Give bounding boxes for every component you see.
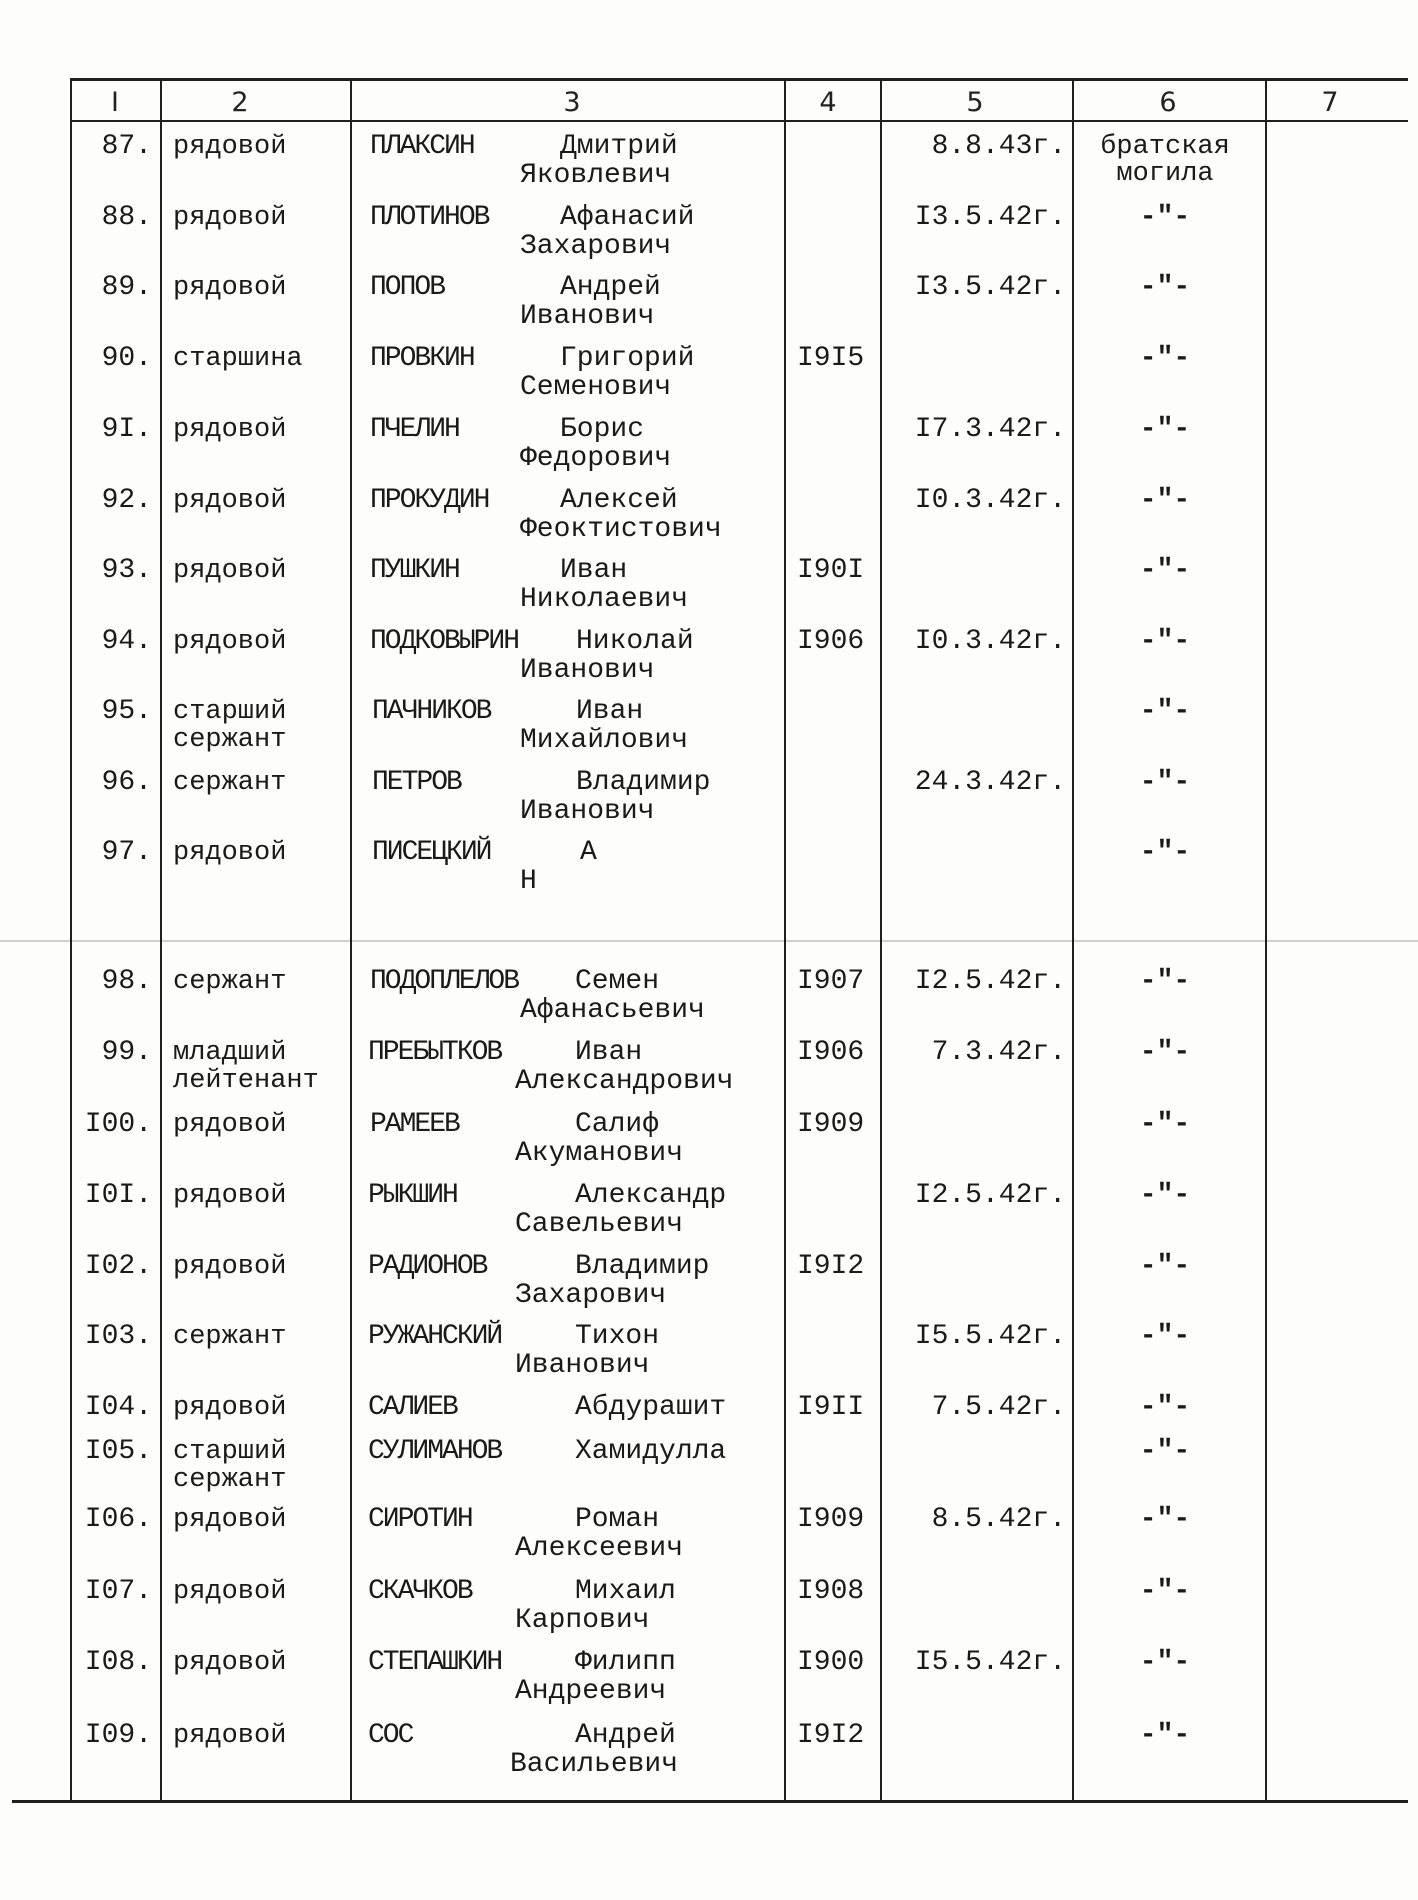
row-number: I00. <box>84 1109 152 1140</box>
given-name-cell: Андрей <box>575 1720 676 1751</box>
row-number: I04. <box>84 1392 152 1423</box>
death-date-cell: I3.5.42г. <box>914 272 1066 303</box>
surname-cell: ПУШКИН <box>370 555 459 586</box>
column-divider-4 <box>784 78 786 1802</box>
birth-year-cell: I907 <box>797 966 865 997</box>
rank-cell: рядовой <box>173 132 287 162</box>
death-date-cell: I7.3.42г. <box>914 414 1066 445</box>
burial-place-cell: -"- <box>1139 1504 1191 1535</box>
rank-cell: младший <box>173 1038 287 1068</box>
rank-cell: рядовой <box>173 838 287 868</box>
burial-place-cell: -"- <box>1139 1321 1191 1352</box>
rank-cell: рядовой <box>173 1577 287 1607</box>
patronymic-cell: Иванович <box>520 796 655 827</box>
row-number: 89. <box>101 272 152 303</box>
surname-cell: СКАЧКОВ <box>368 1576 472 1607</box>
death-date-cell: 8.5.42г. <box>931 1504 1066 1535</box>
burial-place-cell: -"- <box>1139 1647 1191 1678</box>
rank-cell: сержант <box>173 725 287 755</box>
column-header-3: 3 <box>563 87 581 118</box>
row-number: 96. <box>101 767 152 798</box>
birth-year-cell: I9I2 <box>797 1251 865 1282</box>
surname-cell: ПАЧНИКОВ <box>372 696 491 727</box>
burial-place-cell: могила <box>1116 159 1214 189</box>
given-name-cell: Алексей <box>560 485 678 516</box>
death-date-cell: 8.8.43г. <box>931 131 1066 162</box>
surname-cell: РАМЕЕВ <box>370 1109 459 1140</box>
rank-cell: сержант <box>173 768 287 798</box>
burial-place-cell: -"- <box>1139 1436 1191 1467</box>
rank-cell: рядовой <box>173 1393 287 1423</box>
patronymic-cell: Захарович <box>515 1280 667 1311</box>
rank-cell: рядовой <box>173 415 287 445</box>
death-date-cell: I2.5.42г. <box>914 966 1066 997</box>
rank-cell: рядовой <box>173 1721 287 1751</box>
patronymic-cell: Феоктистович <box>520 514 722 545</box>
rank-cell: лейтенант <box>173 1066 319 1096</box>
given-name-cell: Андрей <box>560 272 661 303</box>
row-number: I07. <box>84 1576 152 1607</box>
row-number: 87. <box>101 131 152 162</box>
given-name-cell: Михаил <box>575 1576 676 1607</box>
given-name-cell: Хамидулла <box>575 1436 727 1467</box>
death-date-cell: I5.5.42г. <box>914 1647 1066 1678</box>
patronymic-cell: Алексеевич <box>515 1533 684 1564</box>
patronymic-cell: Карпович <box>515 1605 650 1636</box>
surname-cell: РУЖАНСКИЙ <box>368 1321 502 1352</box>
birth-year-cell: I909 <box>797 1109 865 1140</box>
burial-place-cell: -"- <box>1139 837 1191 868</box>
table-top-border <box>70 78 1408 81</box>
rank-cell: рядовой <box>173 273 287 303</box>
row-number: I08. <box>84 1647 152 1678</box>
patronymic-cell: Савельевич <box>515 1209 684 1240</box>
patronymic-cell: Иванович <box>520 655 655 686</box>
given-name-cell: А <box>580 837 597 868</box>
surname-cell: СТЕПАШКИН <box>368 1647 502 1678</box>
given-name-cell: Филипп <box>575 1647 676 1678</box>
burial-place-cell: -"- <box>1139 1109 1191 1140</box>
given-name-cell: Афанасий <box>560 202 695 233</box>
birth-year-cell: I906 <box>797 1037 865 1068</box>
surname-cell: ПРОВКИН <box>370 343 474 374</box>
patronymic-cell: Андреевич <box>515 1676 667 1707</box>
surname-cell: РЫКШИН <box>368 1180 457 1211</box>
row-number: 93. <box>101 555 152 586</box>
rank-cell: рядовой <box>173 1252 287 1282</box>
burial-place-cell: -"- <box>1139 343 1191 374</box>
row-number: 88. <box>101 202 152 233</box>
birth-year-cell: I906 <box>797 626 865 657</box>
burial-place-cell: -"- <box>1139 1180 1191 1211</box>
given-name-cell: Дмитрий <box>560 131 678 162</box>
rank-cell: рядовой <box>173 203 287 233</box>
row-number: 92. <box>101 485 152 516</box>
rank-cell: рядовой <box>173 1505 287 1535</box>
row-number: I02. <box>84 1251 152 1282</box>
birth-year-cell: I90I <box>797 555 865 586</box>
column-header-6: 6 <box>1159 87 1177 118</box>
given-name-cell: Григорий <box>560 343 695 374</box>
surname-cell: СИРОТИН <box>368 1504 472 1535</box>
patronymic-cell: Акуманович <box>515 1138 684 1169</box>
burial-place-cell: -"- <box>1139 966 1191 997</box>
column-divider-3 <box>350 78 352 1802</box>
given-name-cell: Абдурашит <box>575 1392 727 1423</box>
given-name-cell: Роман <box>575 1504 660 1535</box>
column-header-5: 5 <box>966 87 984 118</box>
surname-cell: ПРОКУДИН <box>370 485 489 516</box>
rank-cell: рядовой <box>173 1648 287 1678</box>
death-date-cell: I0.3.42г. <box>914 626 1066 657</box>
column-divider-2 <box>160 78 162 1802</box>
death-date-cell: 24.3.42г. <box>914 767 1066 798</box>
rank-cell: рядовой <box>173 486 287 516</box>
burial-place-cell: -"- <box>1139 1251 1191 1282</box>
row-number: 98. <box>101 966 152 997</box>
patronymic-cell: Федорович <box>520 443 672 474</box>
row-number: I06. <box>84 1504 152 1535</box>
column-header-7: 7 <box>1321 87 1339 118</box>
column-divider-7 <box>1265 78 1267 1802</box>
death-date-cell: 7.5.42г. <box>931 1392 1066 1423</box>
rank-cell: старший <box>173 1437 287 1467</box>
burial-place-cell: -"- <box>1139 1576 1191 1607</box>
row-number: 97. <box>101 837 152 868</box>
column-header-2: 2 <box>231 87 249 118</box>
given-name-cell: Семен <box>575 966 660 997</box>
surname-cell: ПЧЕЛИН <box>370 414 459 445</box>
burial-place-cell: -"- <box>1139 696 1191 727</box>
rank-cell: старшина <box>173 344 303 374</box>
burial-place-cell: -"- <box>1139 202 1191 233</box>
burial-place-cell: -"- <box>1139 1720 1191 1751</box>
death-date-cell: 7.3.42г. <box>931 1037 1066 1068</box>
birth-year-cell: I9I2 <box>797 1720 865 1751</box>
row-number: 94. <box>101 626 152 657</box>
row-number: 95. <box>101 696 152 727</box>
patronymic-cell: Семенович <box>520 372 672 403</box>
given-name-cell: Иван <box>576 696 644 727</box>
burial-place-cell: -"- <box>1139 626 1191 657</box>
surname-cell: ПИСЕЦКИЙ <box>372 837 491 868</box>
burial-place-cell: -"- <box>1139 767 1191 798</box>
row-number: I0I. <box>84 1180 152 1211</box>
row-number: 9I. <box>101 414 152 445</box>
surname-cell: ПОПОВ <box>370 272 445 303</box>
row-number: 90. <box>101 343 152 374</box>
burial-place-cell: -"- <box>1139 555 1191 586</box>
given-name-cell: Николай <box>576 626 694 657</box>
rank-cell: сержант <box>173 1322 287 1352</box>
table-bottom-border <box>12 1800 1408 1803</box>
patronymic-cell: Васильевич <box>510 1749 679 1780</box>
surname-cell: САЛИЕВ <box>368 1392 457 1423</box>
burial-place-cell: -"- <box>1139 414 1191 445</box>
row-number: I09. <box>84 1720 152 1751</box>
rank-cell: старший <box>173 697 287 727</box>
rank-cell: сержант <box>173 1465 287 1495</box>
death-date-cell: I0.3.42г. <box>914 485 1066 516</box>
fold-crease <box>0 940 1418 942</box>
surname-cell: ПЛОТИНОВ <box>370 202 489 233</box>
patronymic-cell: Николаевич <box>520 584 689 615</box>
surname-cell: ПОДКОВЫРИН <box>370 626 519 657</box>
surname-cell: СУЛИМАНОВ <box>368 1436 502 1467</box>
rank-cell: рядовой <box>173 556 287 586</box>
birth-year-cell: I9II <box>797 1392 865 1423</box>
burial-place-cell: -"- <box>1139 272 1191 303</box>
surname-cell: ПРЕБЫТКОВ <box>368 1037 502 1068</box>
burial-place-cell: братская <box>1100 132 1230 162</box>
patronymic-cell: Иванович <box>515 1350 650 1381</box>
rank-cell: рядовой <box>173 627 287 657</box>
surname-cell: ПОДОПЛЕЛОВ <box>370 966 519 997</box>
given-name-cell: Тихон <box>575 1321 660 1352</box>
birth-year-cell: I909 <box>797 1504 865 1535</box>
burial-place-cell: -"- <box>1139 485 1191 516</box>
row-number: 99. <box>101 1037 152 1068</box>
birth-year-cell: I908 <box>797 1576 865 1607</box>
rank-cell: сержант <box>173 967 287 997</box>
surname-cell: СОС <box>368 1720 413 1751</box>
given-name-cell: Иван <box>560 555 628 586</box>
rank-cell: рядовой <box>173 1181 287 1211</box>
given-name-cell: Борис <box>560 414 645 445</box>
death-date-cell: I3.5.42г. <box>914 202 1066 233</box>
death-date-cell: I2.5.42г. <box>914 1180 1066 1211</box>
column-divider-1 <box>70 78 72 1802</box>
birth-year-cell: I900 <box>797 1647 865 1678</box>
patronymic-cell: Александрович <box>515 1066 734 1097</box>
column-divider-5 <box>880 78 882 1802</box>
patronymic-cell: Н <box>520 866 537 897</box>
column-header-4: 4 <box>819 87 837 118</box>
column-divider-6 <box>1072 78 1074 1802</box>
header-bottom-border <box>70 120 1408 122</box>
death-date-cell: I5.5.42г. <box>914 1321 1066 1352</box>
surname-cell: ПЛАКСИН <box>370 131 474 162</box>
given-name-cell: Салиф <box>575 1109 660 1140</box>
patronymic-cell: Захарович <box>520 231 672 262</box>
patronymic-cell: Михайлович <box>520 725 689 756</box>
given-name-cell: Владимир <box>575 1251 710 1282</box>
column-header-1: I <box>111 87 119 118</box>
birth-year-cell: I9I5 <box>797 343 865 374</box>
burial-place-cell: -"- <box>1139 1392 1191 1423</box>
row-number: I03. <box>84 1321 152 1352</box>
rank-cell: рядовой <box>173 1110 287 1140</box>
patronymic-cell: Яковлевич <box>520 160 672 191</box>
burial-place-cell: -"- <box>1139 1037 1191 1068</box>
given-name-cell: Александр <box>575 1180 727 1211</box>
row-number: I05. <box>84 1436 152 1467</box>
surname-cell: ПЕТРОВ <box>372 767 461 798</box>
surname-cell: РАДИОНОВ <box>368 1251 487 1282</box>
given-name-cell: Владимир <box>576 767 711 798</box>
patronymic-cell: Иванович <box>520 301 655 332</box>
patronymic-cell: Афанасьевич <box>520 995 705 1026</box>
given-name-cell: Иван <box>575 1037 643 1068</box>
